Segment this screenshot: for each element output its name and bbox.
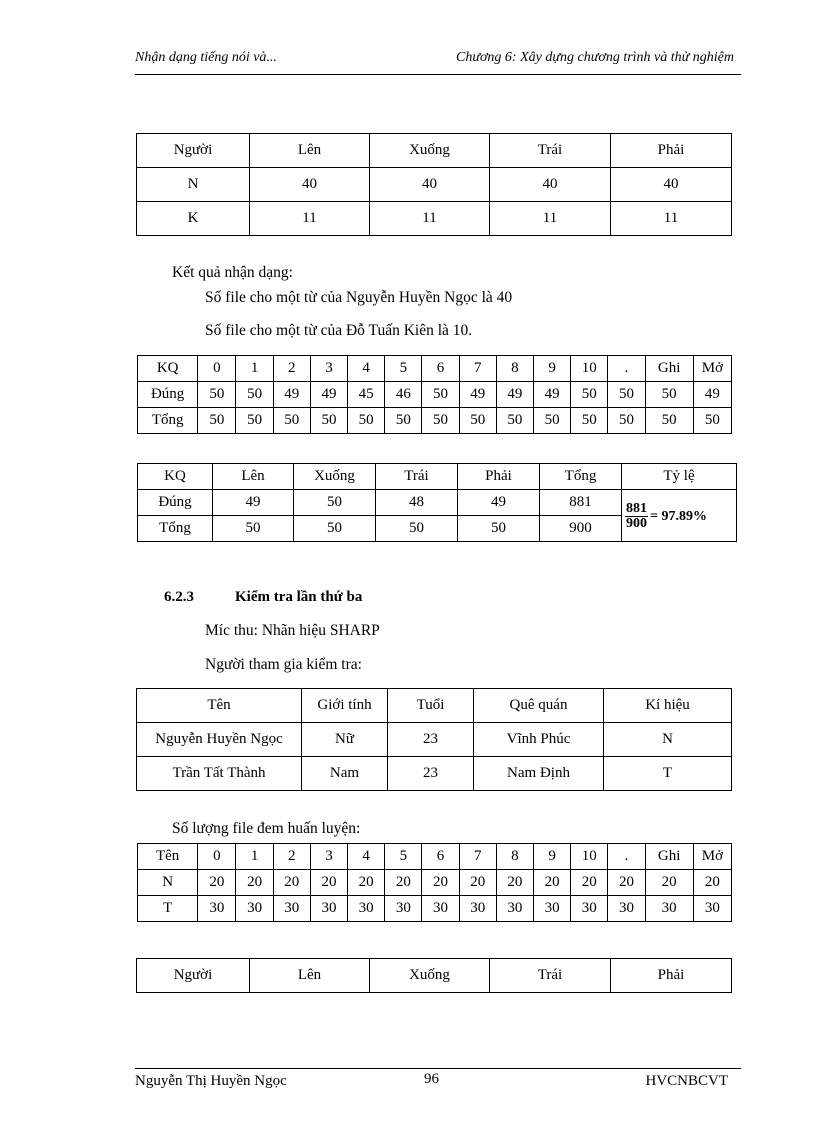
table-row [138, 870, 732, 896]
table-cell: 50 [571, 382, 608, 408]
table-cell: 30 [571, 896, 608, 922]
column-header: Trái [490, 959, 611, 993]
column-header: 4 [348, 356, 385, 382]
ratio-denominator: 900 [626, 516, 647, 531]
table-cell: 50 [458, 516, 540, 542]
table-cell: 50 [213, 516, 294, 542]
table-header-row [138, 464, 737, 490]
table-cell: Nữ [302, 723, 388, 757]
table-people [136, 688, 732, 791]
column-header: KQ [138, 356, 198, 382]
table-cell: 30 [198, 896, 236, 922]
column-header: Tỷ lệ [622, 464, 737, 490]
table-cell: N [137, 168, 250, 202]
table-cell: 20 [273, 870, 310, 896]
column-header: Quê quán [474, 689, 604, 723]
table-cell: 23 [388, 757, 474, 791]
header-rule [135, 74, 741, 75]
table-row [138, 490, 737, 516]
table-cell: 40 [250, 168, 370, 202]
table-cell: 50 [376, 516, 458, 542]
column-header: 2 [273, 844, 310, 870]
ratio-cell [622, 490, 737, 542]
table-cell: 30 [693, 896, 731, 922]
column-header: Xuống [370, 959, 490, 993]
column-header: Tuổi [388, 689, 474, 723]
column-header: 1 [236, 844, 273, 870]
table-cell: Tổng [138, 516, 213, 542]
table-cell: 11 [490, 202, 611, 236]
column-header: 2 [273, 356, 310, 382]
table-cell: 46 [385, 382, 422, 408]
column-header: Kí hiệu [604, 689, 732, 723]
table-cell: K [137, 202, 250, 236]
column-header: 10 [571, 356, 608, 382]
table-cell: 50 [533, 408, 570, 434]
table-cell: 49 [459, 382, 496, 408]
table-cell: 50 [198, 382, 236, 408]
column-header: . [608, 844, 645, 870]
column-header: Mở [693, 356, 731, 382]
footer-page-number: 96 [424, 1071, 439, 1087]
table-header-row [137, 689, 732, 723]
table-cell: 49 [533, 382, 570, 408]
column-header: Tên [137, 689, 302, 723]
table-cell: 20 [422, 870, 459, 896]
table-cell: 30 [645, 896, 693, 922]
column-header: Xuống [294, 464, 376, 490]
table-cell: 30 [608, 896, 645, 922]
table-cell: 30 [348, 896, 385, 922]
table-cell: Nguyễn Huyền Ngọc [137, 723, 302, 757]
column-header: 5 [385, 844, 422, 870]
table-cell: 50 [422, 382, 459, 408]
table-cell: 20 [571, 870, 608, 896]
table-cell: 50 [236, 382, 273, 408]
ratio-numerator: 881 [626, 501, 647, 516]
table-cell: 45 [348, 382, 385, 408]
column-header: KQ [138, 464, 213, 490]
table-cell: 20 [198, 870, 236, 896]
section-title: Kiểm tra lần thứ ba [235, 589, 363, 605]
table-cell: 11 [370, 202, 490, 236]
column-header: 9 [533, 844, 570, 870]
column-header: Lên [213, 464, 294, 490]
table-row [138, 408, 732, 434]
table-directions-2 [136, 958, 732, 993]
table-header-row [137, 134, 732, 168]
table-cell: 20 [348, 870, 385, 896]
column-header: Mở [693, 844, 731, 870]
column-header: 4 [348, 844, 385, 870]
column-header: Tên [138, 844, 198, 870]
table-cell: T [604, 757, 732, 791]
table-cell: 49 [458, 490, 540, 516]
table-row [137, 202, 732, 236]
footer-author: Nguyễn Thị Huyền Ngọc [135, 1073, 287, 1089]
table-cell: 30 [273, 896, 310, 922]
table-cell: Nam Định [474, 757, 604, 791]
table-cell: 20 [459, 870, 496, 896]
table-row [138, 382, 732, 408]
column-header: 9 [533, 356, 570, 382]
ratio-formula [625, 502, 707, 531]
table-row [137, 168, 732, 202]
table-cell: 48 [376, 490, 458, 516]
table-cell: 50 [645, 408, 693, 434]
table-cell: 50 [571, 408, 608, 434]
column-header: Ghi [645, 356, 693, 382]
table-cell: 50 [294, 516, 376, 542]
column-header: 0 [198, 844, 236, 870]
table-training [137, 843, 732, 922]
table-cell: Đúng [138, 382, 198, 408]
table-row [137, 723, 732, 757]
column-header: 3 [310, 356, 347, 382]
table-row [137, 757, 732, 791]
table-cell: 49 [693, 382, 731, 408]
table-cell: 30 [459, 896, 496, 922]
table-cell: 49 [496, 382, 533, 408]
table-cell: 30 [422, 896, 459, 922]
column-header: Tổng [540, 464, 622, 490]
column-header: 8 [496, 844, 533, 870]
column-header: Ghi [645, 844, 693, 870]
table-cell: 49 [310, 382, 347, 408]
table-cell: 30 [533, 896, 570, 922]
column-header: 1 [236, 356, 273, 382]
column-header: Giới tính [302, 689, 388, 723]
table-directions-1 [136, 133, 732, 236]
table-cell: 20 [236, 870, 273, 896]
table-cell: N [604, 723, 732, 757]
table-cell: N [138, 870, 198, 896]
column-header: 8 [496, 356, 533, 382]
table-cell: 49 [273, 382, 310, 408]
table-cell: 50 [422, 408, 459, 434]
table-cell: 40 [611, 168, 732, 202]
table-cell: 50 [693, 408, 731, 434]
column-header: 6 [422, 844, 459, 870]
table-cell: 40 [370, 168, 490, 202]
table-digits-result [137, 355, 732, 434]
column-header: Xuống [370, 134, 490, 168]
table-cell: 50 [459, 408, 496, 434]
table-cell: 50 [645, 382, 693, 408]
table-cell: 50 [385, 408, 422, 434]
column-header: Phải [611, 134, 732, 168]
result-line-2: Số file cho một từ của Đỗ Tuấn Kiên là 10. [205, 322, 473, 339]
mic-line: Míc thu: Nhãn hiệu SHARP [205, 622, 380, 639]
table-cell: 50 [273, 408, 310, 434]
result-label: Kết quả nhận dạng: [172, 264, 293, 281]
table-cell: 50 [310, 408, 347, 434]
column-header: Trái [376, 464, 458, 490]
table-cell: 881 [540, 490, 622, 516]
table-cell: 50 [496, 408, 533, 434]
column-header: 7 [459, 844, 496, 870]
column-header: Phải [458, 464, 540, 490]
column-header: Lên [250, 134, 370, 168]
table-summary [137, 463, 737, 542]
table-cell: 20 [496, 870, 533, 896]
column-header: . [608, 356, 645, 382]
column-header: Người [137, 959, 250, 993]
participants-label: Người tham gia kiểm tra: [205, 656, 362, 673]
training-label: Số lượng file đem huấn luyện: [172, 820, 361, 837]
table-header-row [138, 844, 732, 870]
table-row [138, 896, 732, 922]
table-cell: Vĩnh Phúc [474, 723, 604, 757]
table-cell: 30 [236, 896, 273, 922]
column-header: 3 [310, 844, 347, 870]
table-cell: 900 [540, 516, 622, 542]
column-header: 5 [385, 356, 422, 382]
table-cell: 11 [611, 202, 732, 236]
column-header: 7 [459, 356, 496, 382]
table-cell: 20 [693, 870, 731, 896]
table-cell: 30 [310, 896, 347, 922]
table-cell: 20 [533, 870, 570, 896]
column-header: Người [137, 134, 250, 168]
table-cell: 30 [496, 896, 533, 922]
table-cell: Đúng [138, 490, 213, 516]
table-cell: 50 [608, 382, 645, 408]
table-cell: Nam [302, 757, 388, 791]
footer-org: HVCNBCVT [645, 1073, 728, 1089]
column-header: Phải [611, 959, 732, 993]
table-cell: 23 [388, 723, 474, 757]
table-cell: 50 [236, 408, 273, 434]
column-header: Trái [490, 134, 611, 168]
table-header-row [137, 959, 732, 993]
table-cell: 11 [250, 202, 370, 236]
table-cell: 49 [213, 490, 294, 516]
ratio-result: = 97.89% [650, 508, 707, 524]
footer-rule [135, 1068, 741, 1069]
column-header: 6 [422, 356, 459, 382]
table-cell: 50 [198, 408, 236, 434]
result-line-1: Số file cho một từ của Nguyễn Huyền Ngọc là 40 [205, 289, 513, 306]
header-left: Nhận dạng tiếng nói và... [135, 50, 277, 65]
column-header: 10 [571, 844, 608, 870]
table-cell: 50 [608, 408, 645, 434]
table-cell: Trần Tất Thành [137, 757, 302, 791]
table-cell: 50 [348, 408, 385, 434]
table-cell: 20 [645, 870, 693, 896]
table-header-row [138, 356, 732, 382]
table-cell: 50 [294, 490, 376, 516]
table-cell: Tổng [138, 408, 198, 434]
table-cell: 20 [608, 870, 645, 896]
table-cell: 30 [385, 896, 422, 922]
header-right: Chương 6: Xây dựng chương trình và thử nghiệm [455, 50, 734, 65]
table-cell: 20 [385, 870, 422, 896]
column-header: Lên [250, 959, 370, 993]
section-number: 6.2.3 [164, 589, 194, 605]
table-cell: T [138, 896, 198, 922]
table-cell: 40 [490, 168, 611, 202]
column-header: 0 [198, 356, 236, 382]
table-cell: 20 [310, 870, 347, 896]
